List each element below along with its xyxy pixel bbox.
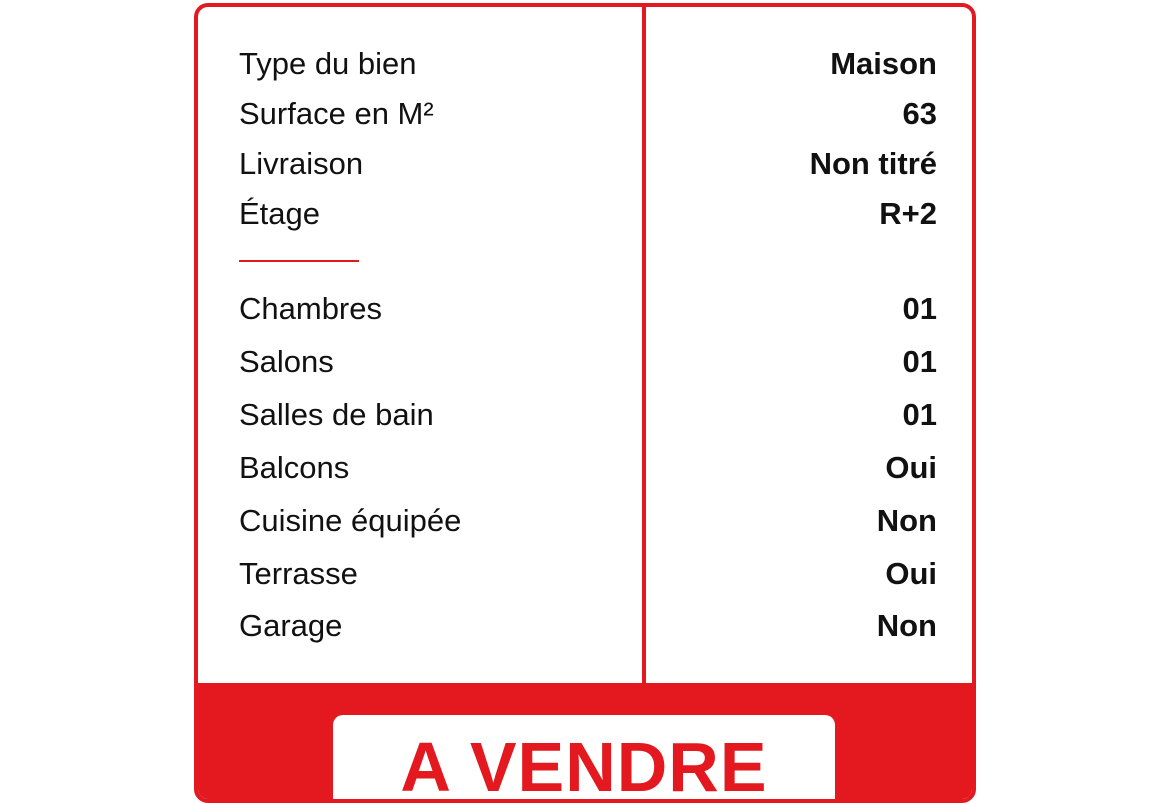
label-cuisine-equipee: Cuisine équipée <box>239 503 462 538</box>
label-terrasse: Terrasse <box>239 556 358 591</box>
sale-badge <box>333 715 835 803</box>
label-garage: Garage <box>239 608 343 643</box>
value-balcons: Oui <box>885 450 937 485</box>
label-chambres: Chambres <box>239 291 382 326</box>
label-livraison: Livraison <box>239 146 364 181</box>
label-type-du-bien: Type du bien <box>239 46 417 81</box>
sale-badge-label: A VENDRE <box>400 728 768 803</box>
value-chambres: 01 <box>902 291 937 326</box>
label-etage: Étage <box>239 196 321 231</box>
value-terrasse: Oui <box>885 556 937 591</box>
value-garage: Non <box>876 608 937 643</box>
column-divider <box>642 7 646 683</box>
property-details-card <box>194 3 976 803</box>
value-salons: 01 <box>902 344 937 379</box>
label-balcons: Balcons <box>239 450 350 485</box>
value-type-du-bien: Maison <box>830 46 937 81</box>
value-surface: 63 <box>902 96 937 131</box>
value-cuisine-equipee: Non <box>876 503 937 538</box>
section-separator <box>239 260 359 262</box>
footer-banner <box>198 683 972 803</box>
value-livraison: Non titré <box>809 146 937 181</box>
label-surface: Surface en M² <box>239 96 434 131</box>
value-salles-de-bain: 01 <box>902 397 937 432</box>
label-salles-de-bain: Salles de bain <box>239 397 434 432</box>
value-etage: R+2 <box>879 196 937 231</box>
label-salons: Salons <box>239 344 334 379</box>
